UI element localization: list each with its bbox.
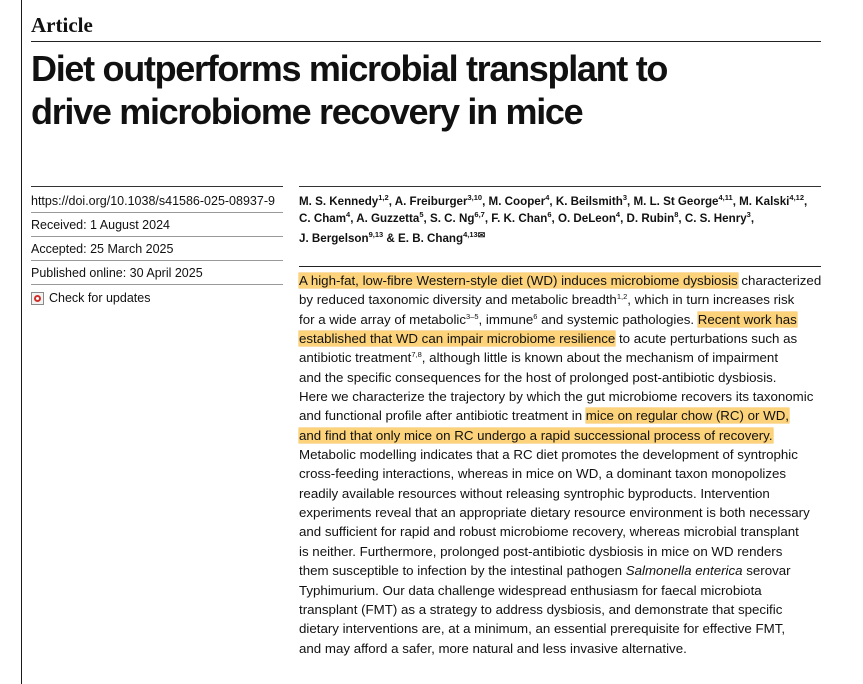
abstract-line xyxy=(299,290,839,309)
abstract-text: to acute perturbations such as xyxy=(615,331,798,347)
abstract-rule xyxy=(299,266,821,267)
author-name[interactable]: & E. B. Chang xyxy=(383,232,464,245)
abstract-text: and functional profile after antibiotic treatment in xyxy=(299,408,586,424)
affiliation-ref[interactable]: 1,2 xyxy=(378,193,389,202)
author-name[interactable]: , F. K. Chan xyxy=(484,212,548,225)
author-name[interactable]: , D. Rubin xyxy=(620,212,675,225)
affiliation-ref[interactable]: 4 xyxy=(545,193,550,202)
author-name[interactable]: , S. C. Ng xyxy=(423,212,475,225)
citation-ref[interactable]: 3–5 xyxy=(466,311,479,321)
author-name[interactable]: , A. Freiburger xyxy=(388,195,468,208)
abstract-line xyxy=(299,271,839,290)
abstract-text: , which in turn increases risk xyxy=(627,292,795,308)
affiliation-ref[interactable]: 3 xyxy=(622,193,628,202)
abstract-line: and the specific consequences for the host of prolonged post-antibiotic dysbiosis. xyxy=(299,369,777,385)
abstract-line xyxy=(299,310,839,329)
author-name[interactable]: , M. L. St George xyxy=(627,195,719,208)
left-margin-rule xyxy=(21,0,22,684)
received-date: Received: 1 August 2024 xyxy=(31,218,170,232)
abstract-text: by reduced taxonomic diversity and metabolic breadth xyxy=(299,292,617,308)
author-name[interactable]: C. Cham xyxy=(299,212,347,225)
abstract xyxy=(299,271,839,658)
affiliation-ref[interactable]: 3 xyxy=(746,210,751,219)
article-title xyxy=(31,47,831,133)
abstract-line: readily available resources without releasing syntrophic byproducts. Intervention xyxy=(299,485,770,501)
meta-rule xyxy=(31,260,283,261)
abstract-line xyxy=(299,406,839,425)
abstract-line: dietary interventions are, at a minimum, an essential prerequisite for effective FMT, xyxy=(299,621,786,637)
article-type-label: Article xyxy=(31,13,93,37)
author-name[interactable]: , K. Beilsmith xyxy=(549,195,623,208)
abstract-line: cross-feeding interactions, whereas in mice on WD, a dominant taxon monopolizes xyxy=(299,466,787,482)
affiliation-ref[interactable]: 4 xyxy=(346,210,351,219)
author-name[interactable]: , O. DeLeon xyxy=(551,212,616,225)
highlighted-text[interactable]: A high-fat, low-fibre Western-style diet (WD) induces microbiome dysbiosis xyxy=(299,273,738,288)
affiliation-ref[interactable]: 4,11 xyxy=(718,193,733,202)
citation-ref[interactable]: 6 xyxy=(533,311,538,321)
header-rule xyxy=(31,41,821,42)
abstract-text: antibiotic treatment xyxy=(299,350,412,366)
abstract-text: , although little is known about the mechanism of impairment xyxy=(421,350,779,366)
separator: , xyxy=(750,212,755,225)
abstract-line: and sufficient for rapid and robust microbiome recovery, whereas microbial transplant xyxy=(299,524,799,540)
authors-rule xyxy=(299,186,821,187)
affiliation-ref[interactable]: 9,13 xyxy=(368,230,384,239)
abstract-line xyxy=(299,426,839,445)
separator: , xyxy=(804,195,808,208)
abstract-text: characterized xyxy=(737,273,822,288)
title-line: drive microbiome recovery in mice xyxy=(31,91,583,132)
meta-rule xyxy=(31,236,283,237)
abstract-line: Typhimurium. Our data challenge widespread enthusiasm for faecal microbiota xyxy=(299,582,762,598)
abstract-line: transplant (FMT) as a strategy to address dysbiosis, and demonstrate that specific xyxy=(299,601,783,617)
author-name[interactable]: , M. Kalski xyxy=(732,195,790,208)
check-updates-icon xyxy=(31,292,44,305)
author-name[interactable]: , M. Cooper xyxy=(482,195,546,208)
highlighted-text[interactable]: established that WD can impair microbiome resilience xyxy=(299,331,616,347)
author-name[interactable]: M. S. Kennedy xyxy=(299,195,379,208)
abstract-line: and may afford a safer, more natural and less invasive alternative. xyxy=(299,640,687,656)
species-name: Salmonella enterica xyxy=(625,563,743,579)
affiliation-ref[interactable]: 8 xyxy=(674,210,679,219)
author-line xyxy=(299,193,829,210)
abstract-line: Metabolic modelling indicates that a RC diet promotes the development of syntrophic xyxy=(299,447,798,463)
affiliation-ref[interactable]: 3,10 xyxy=(467,193,483,202)
abstract-line xyxy=(299,348,839,367)
check-updates-button[interactable] xyxy=(31,290,150,306)
meta-rule xyxy=(31,212,283,213)
abstract-text: , immune xyxy=(478,311,534,327)
abstract-text: and systemic pathologies. xyxy=(537,311,698,327)
check-updates-label: Check for updates xyxy=(49,291,151,305)
affiliation-ref[interactable]: 5 xyxy=(419,210,424,219)
citation-ref[interactable]: 7,8 xyxy=(411,350,422,360)
abstract-line: is neither. Furthermore, prolonged post-antibiotic dysbiosis in mice on WD renders xyxy=(299,543,783,559)
meta-rule xyxy=(31,186,283,187)
author-name[interactable]: , C. S. Henry xyxy=(678,212,747,225)
author-name[interactable]: , A. Guzzetta xyxy=(350,212,420,225)
accepted-date: Accepted: 25 March 2025 xyxy=(31,242,174,256)
author-line xyxy=(299,210,829,227)
meta-rule xyxy=(31,284,283,285)
author-name[interactable]: J. Bergelson xyxy=(299,232,369,245)
envelope-icon[interactable]: ✉ xyxy=(477,230,486,240)
affiliation-ref[interactable]: 4 xyxy=(615,210,621,219)
abstract-line xyxy=(299,329,839,348)
highlighted-text[interactable]: and find that only mice on RC undergo a rapid successional process of recovery. xyxy=(299,427,773,443)
affiliation-ref[interactable]: 4,12 xyxy=(789,193,805,202)
abstract-text: for a wide array of metabolic xyxy=(299,311,467,327)
doi-link[interactable]: https://doi.org/10.1038/s41586-025-08937-9 xyxy=(31,194,275,208)
affiliation-ref[interactable]: 6 xyxy=(547,210,552,219)
abstract-line xyxy=(299,561,839,580)
title-line: Diet outperforms microbial transplant to xyxy=(31,48,668,89)
abstract-line: experiments reveal that an appropriate dietary resource environment is both necessary xyxy=(299,505,810,521)
author-list xyxy=(299,193,829,247)
citation-ref[interactable]: 1,2 xyxy=(616,292,628,302)
highlighted-text[interactable]: Recent work has xyxy=(697,311,797,327)
abstract-line: Here we characterize the trajectory by which the gut microbiome recovers its taxonomic xyxy=(299,389,814,405)
affiliation-ref[interactable]: 6,7 xyxy=(474,210,485,219)
abstract-text: serovar xyxy=(742,563,791,579)
affiliation-ref[interactable]: 4,13 xyxy=(463,230,478,239)
highlighted-text[interactable]: mice on regular chow (RC) or WD, xyxy=(585,408,789,424)
author-line xyxy=(299,227,829,247)
published-date: Published online: 30 April 2025 xyxy=(31,266,203,280)
abstract-text: them susceptible to infection by the intestinal pathogen xyxy=(299,563,626,579)
